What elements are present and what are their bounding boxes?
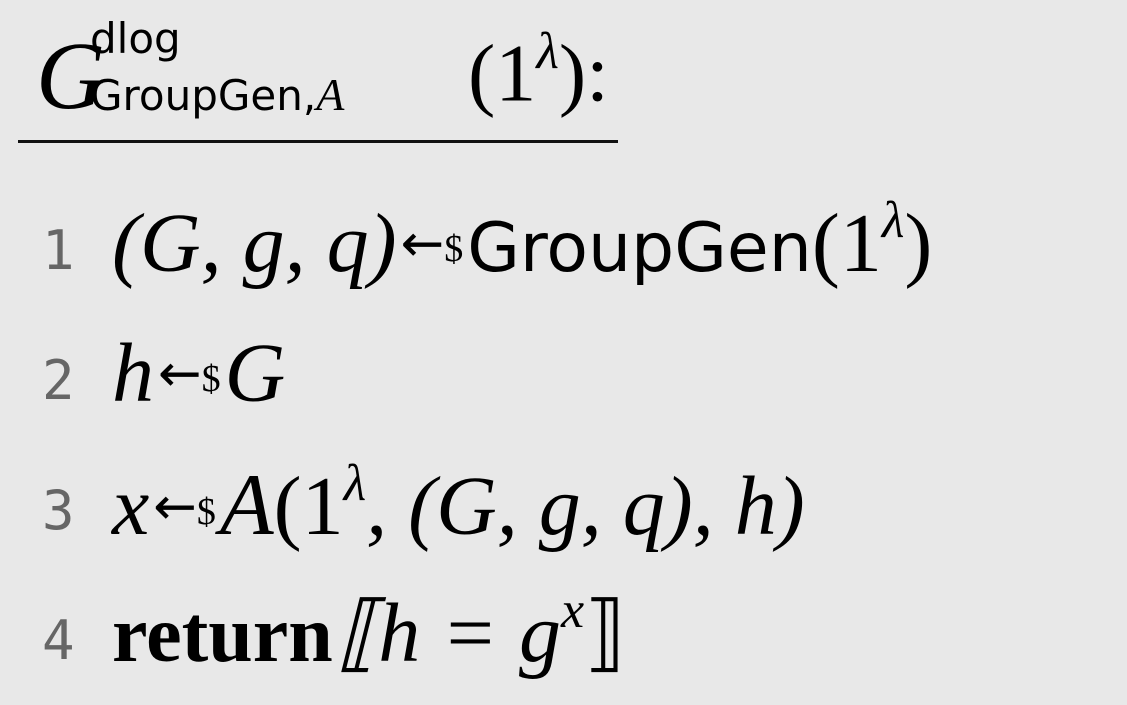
arg-rest: , (G, g, q), h): [366, 460, 805, 553]
line-number: 3: [42, 479, 75, 542]
assign-arrow: ←: [400, 214, 445, 274]
game-superscript: dlog: [90, 14, 181, 63]
code-line-4: [0, 582, 1127, 696]
line-statement: [112, 455, 805, 554]
expr-open: ⟦h = g: [336, 587, 561, 680]
lhs: h: [112, 327, 154, 420]
line-statement: [112, 327, 286, 420]
subscript-algo: GroupGen,: [90, 71, 317, 120]
assign-arrow: ←: [153, 477, 197, 537]
game-argument: [468, 23, 609, 119]
expr-sup: x: [560, 582, 585, 639]
header-underline: [18, 140, 618, 143]
adversary: A: [219, 457, 274, 554]
line-statement: [112, 582, 626, 680]
return-keyword: return: [112, 591, 333, 679]
subscript-adversary: A: [316, 69, 345, 120]
arg-sup: λ: [343, 455, 367, 512]
game-symbol: G: [36, 22, 106, 129]
game-header: [30, 10, 630, 130]
line-number: 4: [42, 609, 75, 672]
assign-arrow: ←: [158, 344, 202, 404]
line-number: 1: [42, 219, 75, 282]
function-name: GroupGen: [467, 209, 812, 288]
expr-close: ⟧: [584, 587, 626, 680]
lhs: (G, g, q): [112, 197, 397, 290]
code-line-1: [0, 192, 1127, 306]
game-arg-sup: λ: [536, 23, 559, 80]
arg-sup: λ: [881, 192, 905, 249]
lhs: x: [112, 460, 150, 553]
arg-open: (1: [811, 197, 882, 290]
arg-close: ): [904, 197, 933, 290]
code-line-2: [0, 326, 1127, 436]
sample-symbol: $: [444, 228, 464, 270]
code-line-3: [0, 456, 1127, 566]
sample-symbol: $: [196, 491, 216, 533]
arg-open: (1: [273, 460, 344, 553]
line-statement: [112, 192, 933, 290]
rhs: G: [224, 327, 286, 420]
game-subscript: [90, 69, 345, 120]
sample-symbol: $: [201, 358, 221, 400]
game-arg-close: ):: [558, 27, 609, 119]
game-arg-open: (1: [468, 27, 537, 119]
line-number: 2: [42, 349, 75, 412]
